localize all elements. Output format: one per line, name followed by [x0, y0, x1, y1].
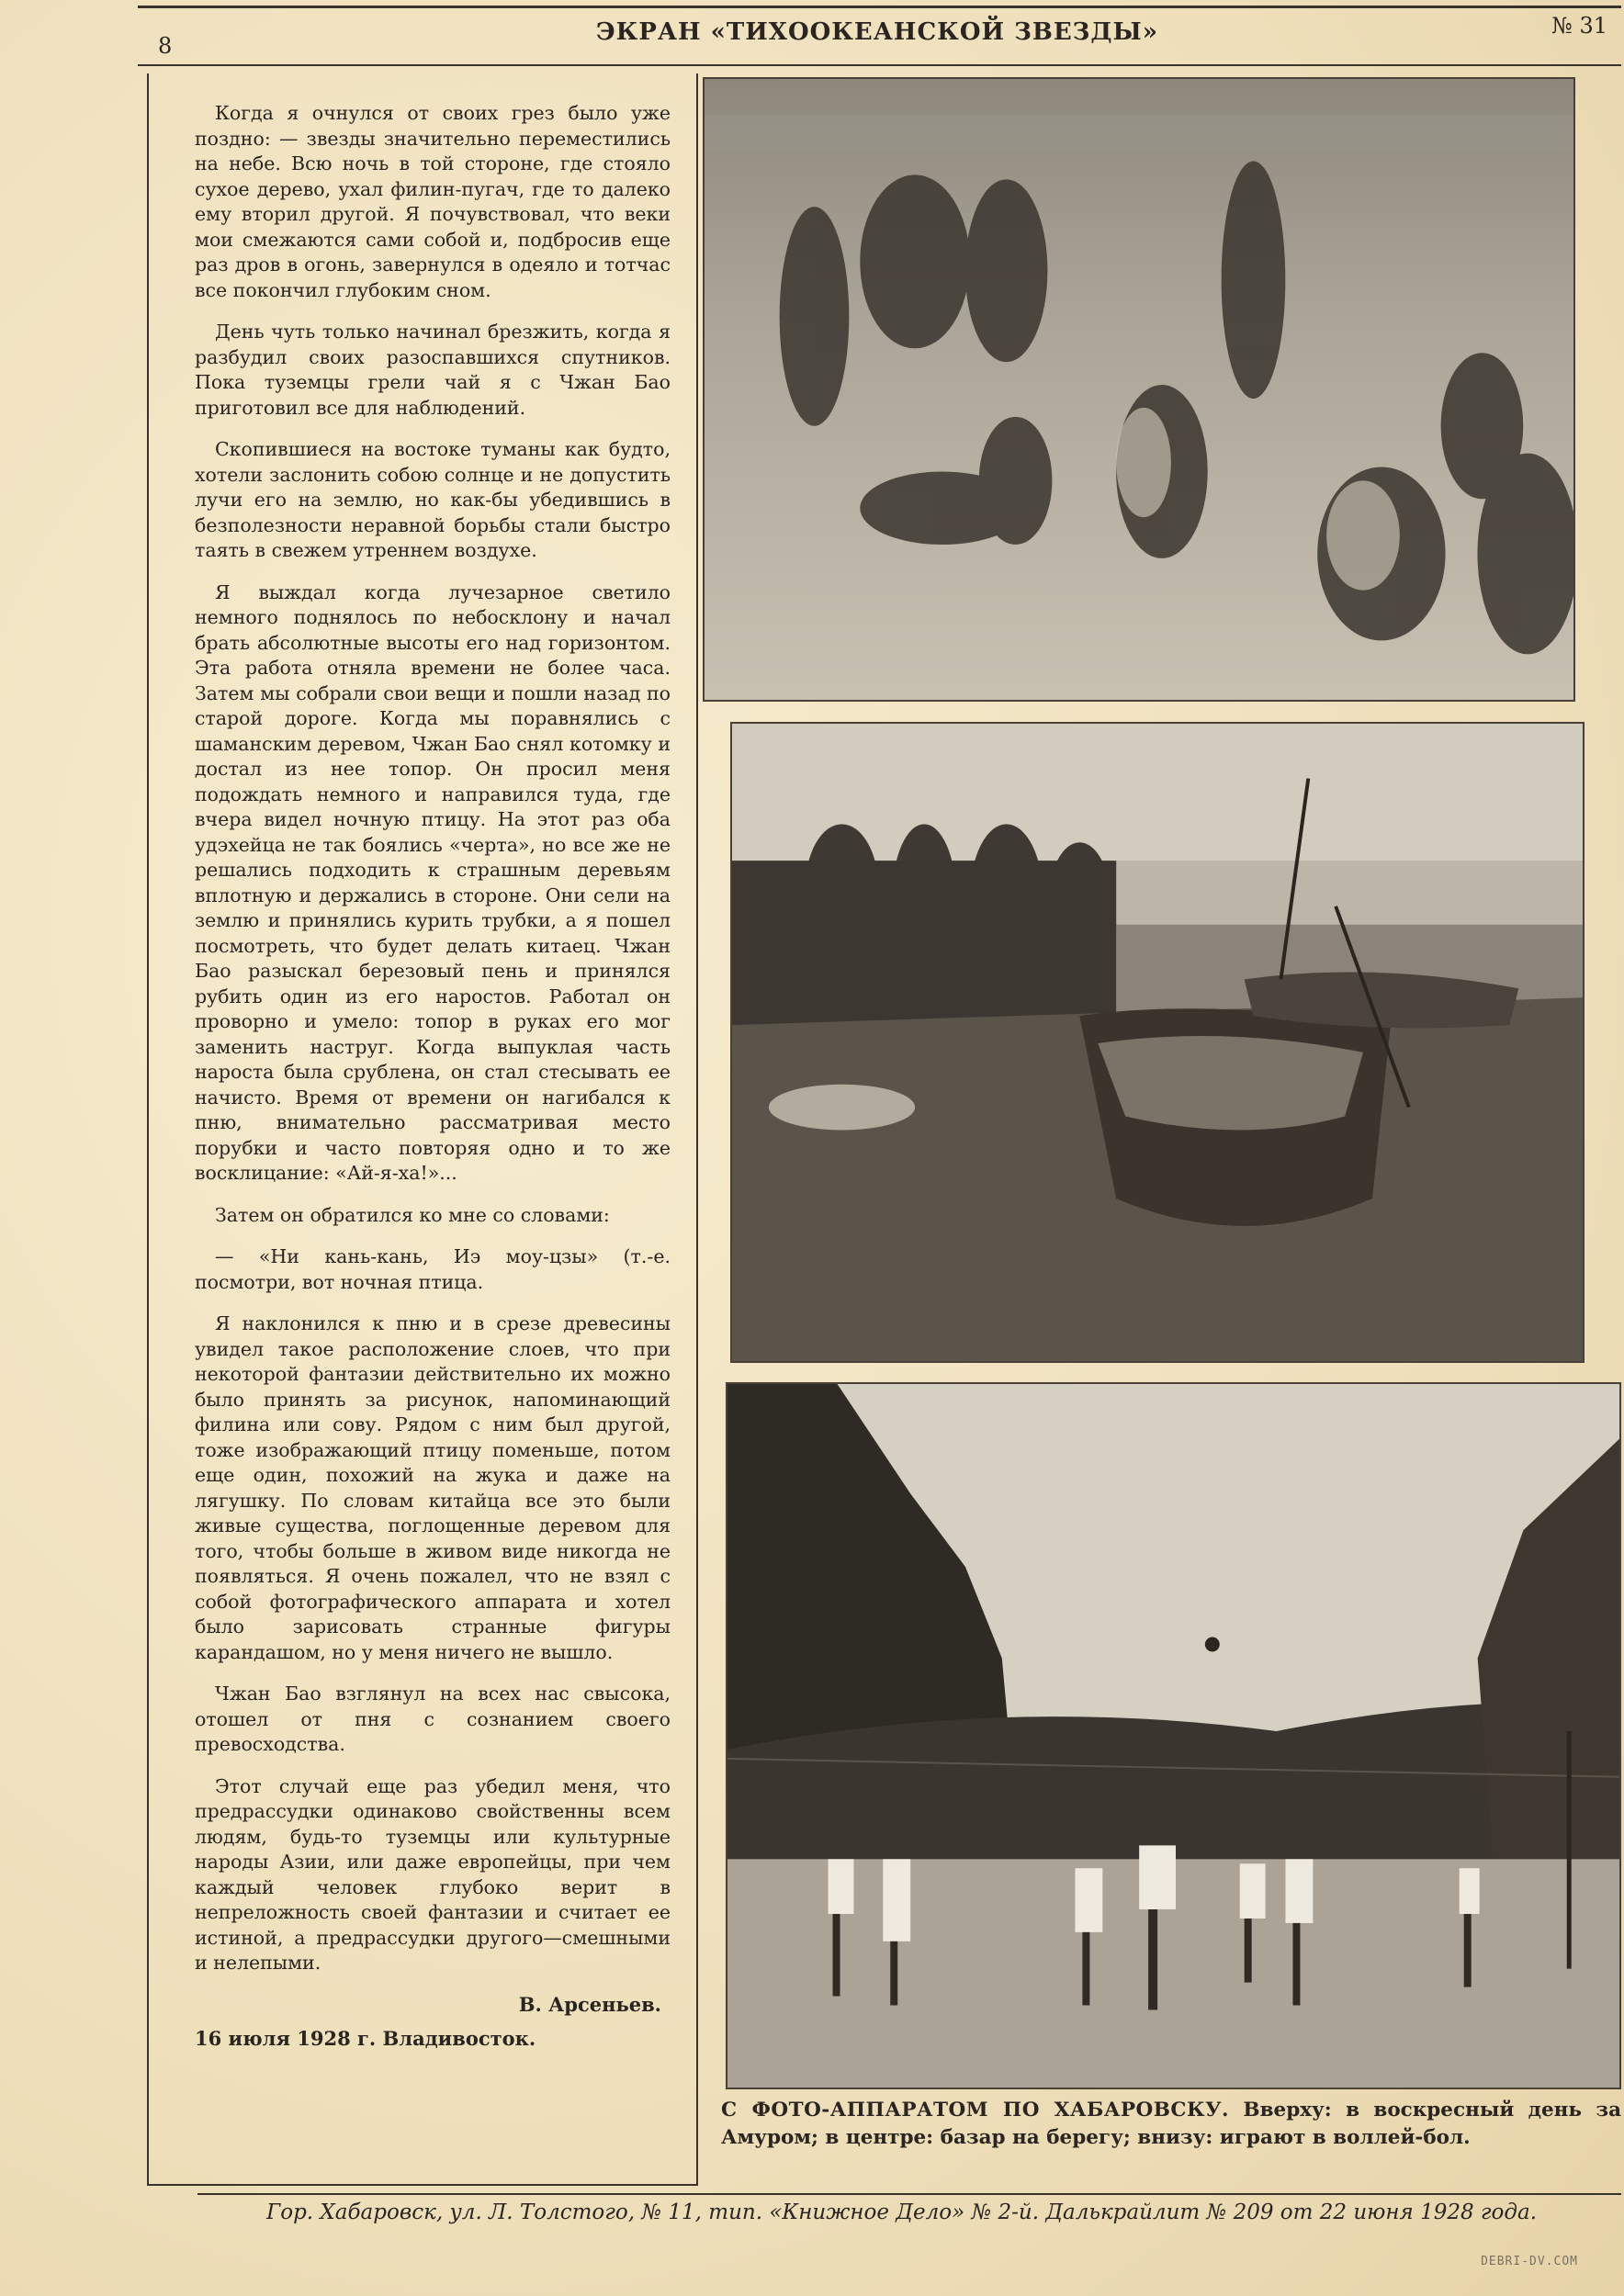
photo-volleyball — [726, 1382, 1621, 2089]
top-rule — [138, 6, 1621, 8]
footer-rule — [197, 2193, 1621, 2195]
page-header — [138, 13, 1617, 64]
article-paragraph: Я наклонился к пню и в срезе древесины увидел такое расположение слоев, что при некоторой фантазии действительно их можно было принять за рисунок, напоминающий филина или сову. Рядом с ним был другой, тоже изображающий птицу поменьше, потом еще один, похожий на жука и даже на лягушку. По словам китайца все это были живые существа, поглощенные деревом для того, чтобы больше в живом виде никогда не появляться. Я очень пожалел, что не взял с собой фотографического аппарата и хотел было зарисовать странные фигуры карандашом, но у меня ничего не вышло. — [195, 1312, 671, 1663]
watermark: DEBRI-DV.COM — [1481, 2255, 1578, 2268]
article-paragraph: Я выждал когда лучезарное светило немного поднялось по небосклону и начал брать абсолютные высоты его над горизонтом. Эта работа отняла времени не более часа. Затем мы собрали свои вещи и пошли назад по старой дороге. Когда мы поравнялись с шаманским деревом, Чжан Бао снял котомку и достал из нее топор. Он просил меня подождать немного и направился туда, где вчера видел ночную птицу. На этот раз оба удэхейца не так боялись «черта», но все же не решались подходить к страшным деревьям вплотную и держались в стороне. Они сели на землю и принялись курить трубки, а я пошел посмотреть, что будет делать китаец. Чжан Бао разыскал березовый пень и принялся рубить один из его наростов. Работал он проворно и умело: топор в руках его мог заменить наструг. Когда выпуклая часть нароста была срублена, он стал стесывать ее начисто. Время от времени он нагибался к пню, внимательно рассматривая место порубки и часто повторяя одно и то же восклицание: «Ай-я-ха!»... — [195, 580, 671, 1184]
article-dateline: 16 июля 1928 г. Владивосток. — [195, 2026, 536, 2050]
article-paragraph: Скопившиеся на востоке туманы как будто, хотели заслонить собою солнце и не допустить лучи его на землю, но как-бы убедившись в безполезности неравной борьбы стали быстро таять в свежем утреннем воздухе. — [195, 438, 671, 561]
photo-beach-sunday — [703, 77, 1575, 702]
article-paragraph: Этот случай еще раз убедил меня, что предрассудки одинаково свойственны всем людям, будь-то туземцы или культурные народы Азии, или даже европейцы, при чем каждый человек глубоко верит в непреложность своей фантазии и считает ее истиной, а предрассудки другого—смешными и нелепыми. — [195, 1774, 671, 1974]
caption-body: Вверху: в воскресный день за Амуром; в центре: базар на берегу; внизу: играют в воллей-бол. — [721, 2099, 1621, 2149]
article-paragraph: Затем он обратился ко мне со словами: — [215, 1203, 610, 1226]
author-signature: В. Арсеньев. — [518, 1992, 661, 2016]
article-paragraph: День чуть только начинал брезжить, когда я разбудил своих разоспавшихся спутников. Пока туземцы грели чай я с Чжан Бао приготовил все для наблюдений. — [195, 321, 671, 419]
header-rule — [138, 64, 1621, 66]
page-number: 8 — [158, 33, 173, 59]
article-paragraph: Когда я очнулся от своих грез было уже поздно: — звезды значительно переместились на небе. Всю ночь в той стороне, где стояло сухое дерево, ухал филин-пугач, где то далеко ему вторил другой. Я почувствовал, что веки мои смежаются сами собой и, подбросив еще раз дров в огонь, завернулся в одеяло и тотчас все покончил глубоким сном. — [195, 102, 671, 301]
caption-head: С ФОТО-АППАРАТОМ ПО ХАБАРОВСКУ. — [721, 2099, 1230, 2122]
photo-caption — [721, 2097, 1621, 2152]
issue-number: № 31 — [1551, 13, 1607, 39]
photo-market-shore — [730, 722, 1585, 1363]
newspaper-title: ЭКРАН «ТИХООКЕАНСКОЙ ЗВЕЗДЫ» — [595, 18, 1159, 46]
article-paragraph: — «Ни кань-кань, Иэ моу-цзы» (т.-е. посмотри, вот ночная птица. — [195, 1245, 671, 1293]
article-column — [147, 73, 698, 2186]
article-paragraph: Чжан Бао взглянул на всех нас свысока, отошел от пня с сознанием своего превосходства. — [195, 1683, 671, 1755]
imprint-line: Гор. Хабаровск, ул. Л. Толстого, № 11, тип. «Книжное Дело» № 2-й. Далькрайлит № 209 от 22 июня 1928 года. — [266, 2200, 1537, 2224]
